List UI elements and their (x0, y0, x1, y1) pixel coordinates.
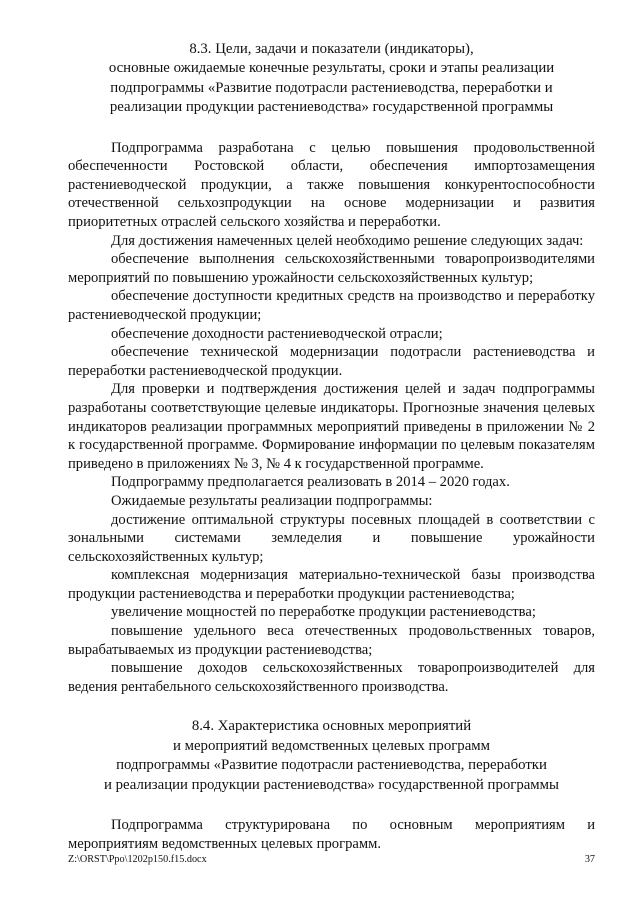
heading-line: подпрограммы «Развитие подотрасли растениеводства, переработки и (110, 79, 553, 96)
heading-line: 8.3. Цели, задачи и показатели (индикаторы), (189, 41, 474, 57)
heading-line: и мероприятий ведомственных целевых программ (173, 737, 490, 754)
document-page (68, 40, 595, 853)
file-path: Z:\ORST\Ppo\1202p150.f15.docx (68, 854, 207, 865)
heading-line: и реализации продукции растениеводства» государственной программы (104, 776, 559, 793)
paragraph: обеспечение выполнения сельскохозяйственными товаропроизводителями мероприятий по повышению урожайности сельскохозяйственных культур; (68, 251, 595, 286)
paragraph: обеспечение доходности растениеводческой отрасли; (111, 325, 443, 342)
paragraph: обеспечение технической модернизации подотрасли растениеводства и переработки растениеводческой продукции. (68, 344, 595, 379)
section-8-4-heading (68, 717, 595, 795)
paragraph: Для проверки и подтверждения достижения целей и задач подпрограммы разработаны соответствующие целевые индикаторы. Прогнозные значения целевых индикаторов реализации программных мероприятий приведены в приложении № 2 к государственной программе. Формирование информации по целевым показателям приведено в приложениях № 3, № 4 к государственной программе. (68, 381, 595, 472)
section-8-3-heading (68, 40, 595, 118)
paragraph: Подпрограмма разработана с целью повышения продовольственной обеспеченности Ростовской области, обеспечения импортозамещения растениеводческой продукции, а также повышения конкурентоспособности отечественной сельхозпродукции на основе модернизации и развития приоритетных отраслей сельского хозяйства и переработки. (68, 139, 595, 230)
section-8-4-body (68, 816, 595, 853)
paragraph: обеспечение доступности кредитных средств на производство и переработку растениеводческой продукции; (68, 288, 595, 323)
paragraph: Ожидаемые результаты реализации подпрограммы: (111, 492, 433, 509)
heading-line: 8.4. Характеристика основных мероприятий (191, 718, 472, 735)
heading-line: основные ожидаемые конечные результаты, сроки и этапы реализации (108, 60, 555, 77)
paragraph: увеличение мощностей по переработке продукции растениеводства; (111, 604, 536, 621)
paragraph: Подпрограмму предполагается реализовать в 2014 – 2020 годах. (111, 474, 510, 491)
page-number: 37 (584, 854, 595, 865)
paragraph: повышение доходов сельскохозяйственных товаропроизводителей для ведения рентабельного сельскохозяйственного производства. (68, 660, 595, 695)
paragraph: Подпрограмма структурирована по основным мероприятиям и мероприятиям ведомственных целевых программ. (68, 817, 595, 852)
heading-line: реализации продукции растениеводства» государственной программы (109, 99, 554, 116)
section-8-3-body (68, 139, 595, 697)
paragraph: комплексная модернизация материально-технической базы производства продукции растениеводства и переработки продукции растениеводства; (68, 567, 595, 602)
paragraph: Для достижения намеченных целей необходимо решение следующих задач: (111, 232, 584, 249)
paragraph: повышение удельного веса отечественных продовольственных товаров, вырабатываемых из продукции растениеводства; (68, 623, 595, 658)
heading-line: подпрограммы «Развитие подотрасли растениеводства, переработки (116, 757, 547, 774)
paragraph: достижение оптимальной структуры посевных площадей в соответствии с зональными системами земледелия и повышение урожайности сельскохозяйственных культур; (68, 511, 595, 565)
